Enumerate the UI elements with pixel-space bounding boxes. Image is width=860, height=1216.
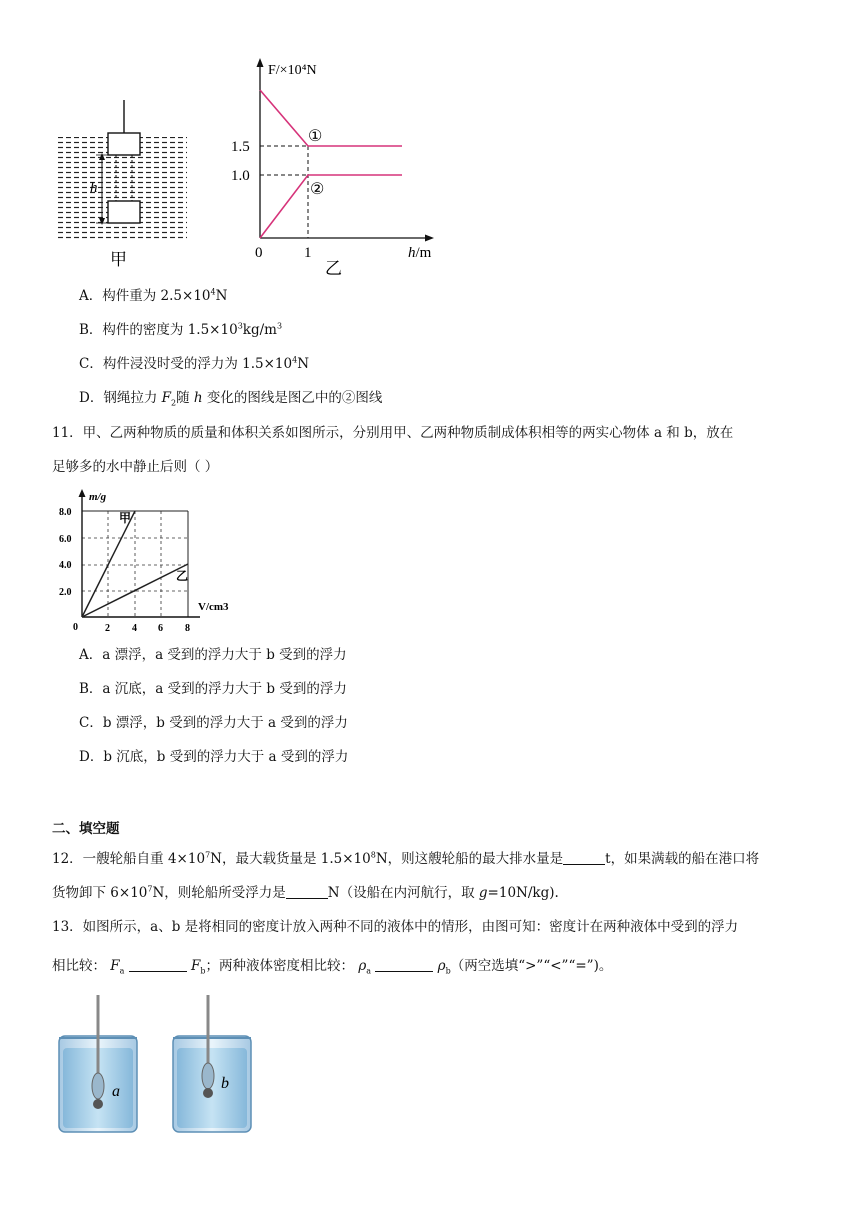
q13-blank-1[interactable] [129,957,187,972]
figure-yi-caption: 乙 [325,259,342,277]
q11-chart [55,488,245,638]
q11-y-tick-2: 2.0 [59,587,72,598]
y-axis-label: F/×10⁴N [268,63,317,78]
q11-option-c: C．b 漂浮，b 受到的浮力大于 a 受到的浮力 [79,715,348,731]
origin-label: 0 [255,245,263,261]
curve-label-2: ② [310,181,325,198]
q11-option-a: A．a 漂浮，a 受到的浮力大于 b 受到的浮力 [79,647,347,663]
q11-origin: 0 [73,622,78,633]
q13-line-2: 相比较： $F_a$ $F_b$；两种液体密度相比较： $\rho_a$ $\rho_b$（两空选填“>”“<”“=”)。 [52,958,613,976]
figure-yi [222,52,452,277]
q11-series-jia [82,511,135,617]
section-2-title: 二、填空题 [52,821,120,837]
beaker-b [173,995,251,1132]
q11-y-label: m/g [89,491,107,503]
q13-figure [55,990,265,1140]
curve-label-1: ① [308,128,323,145]
q11-series-label-yi: 乙 [176,569,189,583]
figure-jia-drawing [50,95,195,275]
q13-beakers [55,990,265,1140]
q12-blank-1[interactable] [563,850,605,865]
y-tick-1-0: 1.0 [231,168,250,184]
q11-option-d: D．b 沉底，b 受到的浮力大于 a 受到的浮力 [79,749,349,765]
q11-y-tick-6: 6.0 [59,534,72,545]
curve-2 [260,175,402,238]
q11-series-label-jia: 甲 [119,511,132,525]
q11-x-tick-6: 6 [158,623,163,634]
figure-jia [50,95,195,275]
beaker-a-label: a [112,1083,120,1100]
q11-option-b: B．a 沉底，a 受到的浮力大于 b 受到的浮力 [79,681,347,697]
q10-option-c: C．构件浸没时受的浮力为 $1.5\times 10^4N$ [79,355,310,372]
q11-x-tick-4: 4 [132,623,137,634]
q11-x-tick-2: 2 [105,623,110,634]
q12-blank-2[interactable] [286,884,328,899]
q13-blank-2[interactable] [375,957,433,972]
h-label: h [90,180,98,196]
figure-jia-caption: 甲 [110,250,127,269]
q10-option-d: D．钢绳拉力 $F_2$随 h 变化的图线是图乙中的②图线 [79,390,383,408]
beaker-b-label: b [221,1075,229,1092]
figure-yi-chart [222,52,452,277]
q11-chart-drawing [55,488,245,638]
q11-x-label: V/cm3 [198,601,229,613]
x-tick-1: 1 [304,245,312,261]
curve-1 [260,90,402,146]
q11-y-tick-8: 8.0 [59,507,72,518]
beaker-a [59,995,137,1132]
q10-option-b: B．构件的密度为 $1.5\times 10^3kg/m^3$ [79,321,283,338]
q11-stem-line-2: 足够多的水中静止后则（ ） [52,459,219,475]
y-tick-1-5: 1.5 [231,139,250,155]
q13-stem: 13．如图所示，a、b 是将相同的密度计放入两种不同的液体中的情形，由图可知：密度计在两种液体中受到的浮力 [52,919,739,935]
q11-stem-line-1: 11．甲、乙两种物质的质量和体积关系如图所示，分别用甲、乙两种物质制成体积相等的两实心物体 a 和 b，放在 [52,425,734,441]
x-axis-label: h/m [408,245,432,261]
q11-y-tick-4: 4.0 [59,560,72,571]
q11-x-tick-8: 8 [185,623,190,634]
q12-line-1: 12．一艘轮船自重 $4\times 10^7N$，最大载货量是 $1.5\times 10^8N$，则这艘轮船的最大排水量是 t，如果满载的船在港口将 [52,850,760,867]
q10-option-a: A．构件重为 $2.5\times 10^4N$ [79,287,228,304]
q12-line-2: 货物卸下 $6\times 10^7N$，则轮船所受浮力是 N（设船在内河航行，取 g=10N/kg). [52,884,559,901]
